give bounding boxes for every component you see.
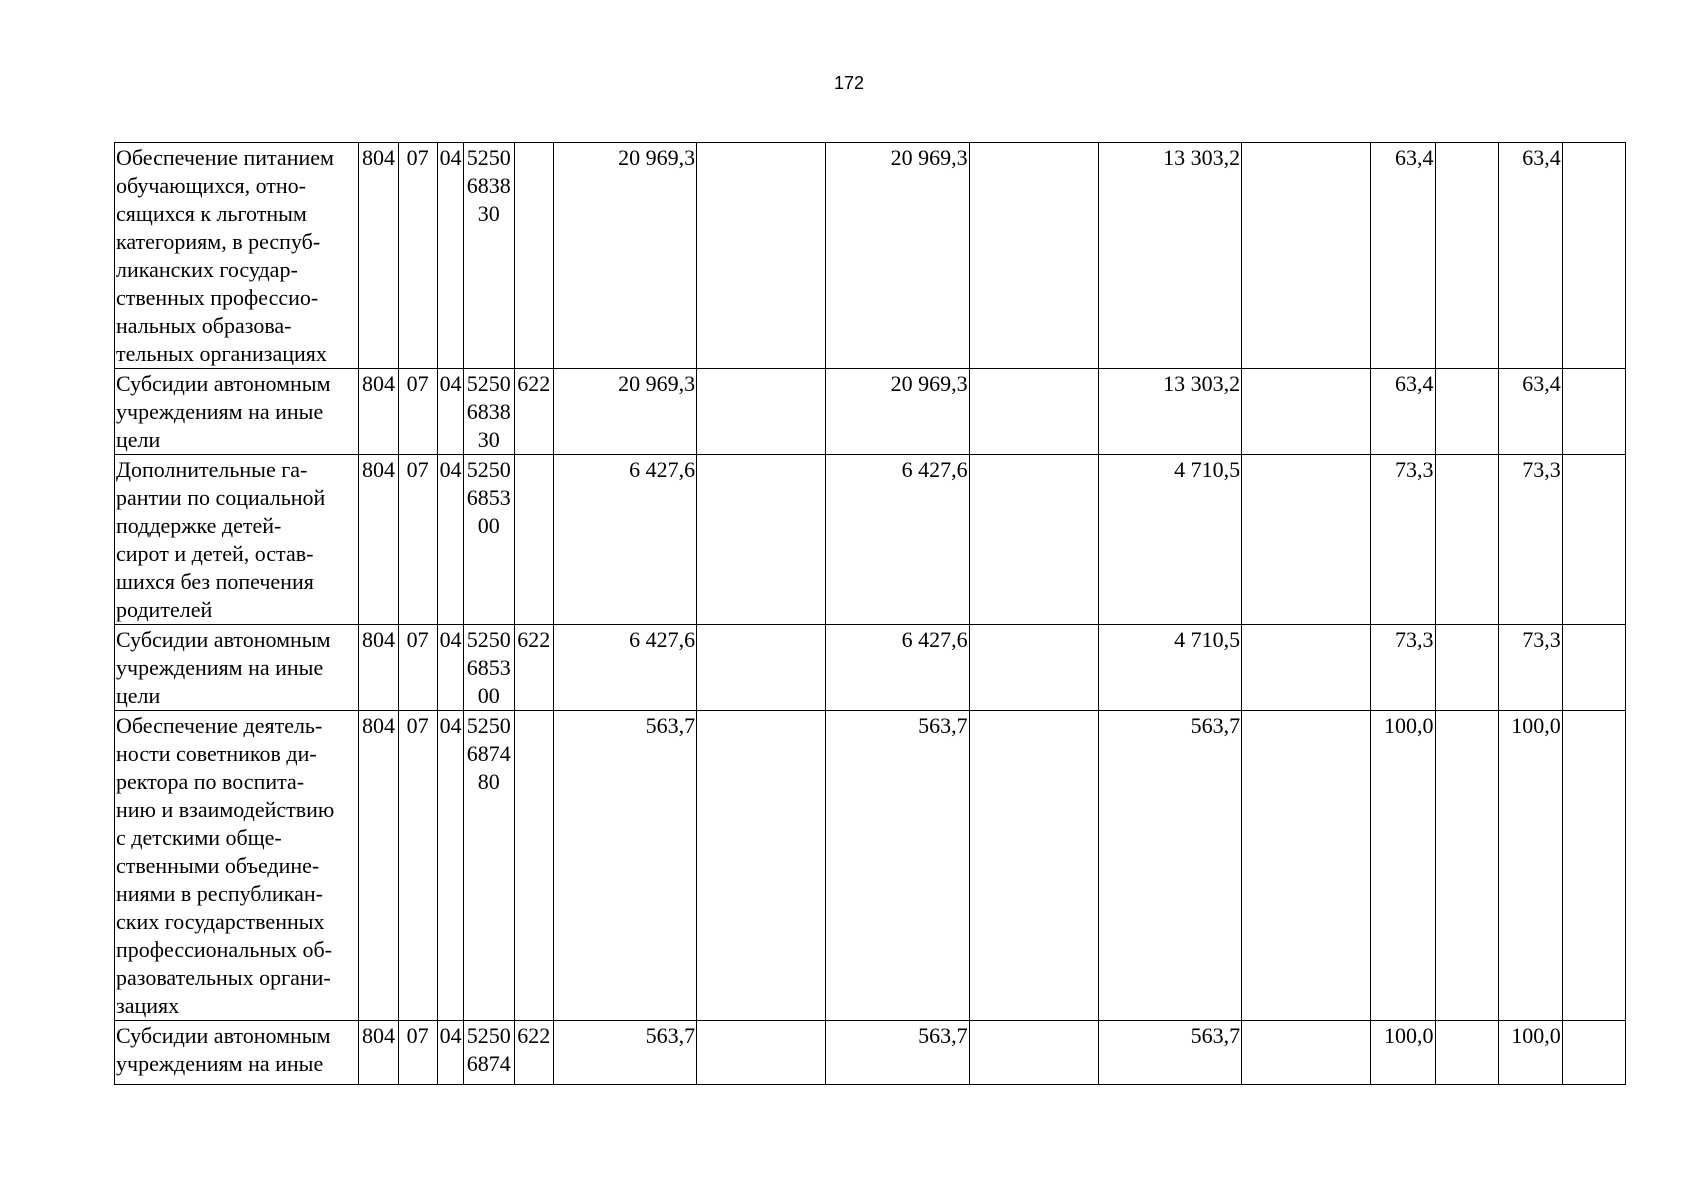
ved-code-cell: [359, 1021, 398, 1085]
percent-of-refined-plan: 73,3: [1522, 457, 1561, 482]
subsection-code-cell: [437, 369, 463, 455]
expense-name-line: сящихся к льготным: [116, 201, 307, 226]
empty-cell: [1242, 625, 1371, 711]
expense-name: [116, 144, 357, 368]
percent-refined-cell: [1498, 625, 1562, 711]
percent-refined-cell: [1498, 1021, 1562, 1085]
percent-of-refined-plan: 100,0: [1511, 713, 1561, 738]
plan-amount-cell: [553, 625, 696, 711]
empty-cell: [969, 711, 1098, 1021]
plan-amount-cell: [553, 711, 696, 1021]
expense-name-line: ственных профессио-: [116, 285, 319, 310]
percent-of-refined-plan: 100,0: [1511, 1023, 1561, 1048]
target-article-cell: [463, 369, 514, 455]
empty-cell: [1242, 369, 1371, 455]
ved-code-cell: [359, 455, 398, 625]
section-code-cell: [398, 1021, 437, 1085]
refined-plan-cell: [826, 369, 969, 455]
empty-cell: [697, 143, 826, 369]
percent-plan-cell: [1371, 369, 1435, 455]
section-code-cell: [398, 711, 437, 1021]
refined-plan-cell: [826, 711, 969, 1021]
empty-cell: [1242, 711, 1371, 1021]
target-article-code: [465, 144, 513, 228]
subsection-code-cell: [437, 1021, 463, 1085]
expense-name-cell: [115, 143, 359, 369]
target-article-code-part: 5250: [466, 1023, 511, 1048]
expense-name-line: поддержке детей-: [116, 513, 282, 538]
subsection-code: 04: [439, 371, 462, 396]
empty-cell: [1435, 369, 1498, 455]
percent-refined-cell: [1498, 711, 1562, 1021]
percent-plan-cell: [1371, 1021, 1435, 1085]
ved-code: 804: [362, 145, 396, 170]
refined-plan-cell: [826, 1021, 969, 1085]
ved-code-cell: [359, 143, 398, 369]
expense-name-line: Обеспечение деятель-: [116, 713, 323, 738]
expense-name: [116, 712, 357, 1020]
target-article-code-part: 30: [477, 201, 500, 226]
plan-amount: 563,7: [645, 1023, 696, 1048]
empty-cell: [1242, 1021, 1371, 1085]
expense-name-line: сирот и детей, остав-: [116, 541, 314, 566]
subsection-code-cell: [437, 711, 463, 1021]
target-article-code-part: 6838: [466, 173, 511, 198]
expense-name-line: Субсидии автономным: [116, 371, 331, 396]
expense-name-line: разовательных органи-: [116, 965, 331, 990]
expense-name-line: с детскими обще-: [116, 825, 282, 850]
ved-code: 804: [362, 1023, 396, 1048]
ved-code: 804: [362, 627, 396, 652]
refined-plan-cell: [826, 625, 969, 711]
percent-of-plan: 100,0: [1384, 1023, 1434, 1048]
refined-plan-amount: 563,7: [918, 713, 968, 738]
plan-amount-cell: [553, 143, 696, 369]
subsection-code: 04: [439, 713, 462, 738]
empty-cell: [1562, 455, 1625, 625]
expense-name-cell: [115, 711, 359, 1021]
expense-name-line: цели: [116, 683, 161, 708]
plan-amount-cell: [553, 455, 696, 625]
target-article-code: [465, 626, 513, 710]
target-article-code-part: 6874: [466, 1051, 511, 1076]
expense-name-line: ниями в республикан-: [116, 881, 323, 906]
percent-plan-cell: [1371, 455, 1435, 625]
percent-refined-cell: [1498, 455, 1562, 625]
expense-type-code: 622: [517, 371, 551, 396]
refined-plan-cell: [826, 455, 969, 625]
actual-amount-cell: [1098, 711, 1241, 1021]
empty-cell: [697, 1021, 826, 1085]
section-code: 07: [406, 1023, 429, 1048]
actual-amount-cell: [1098, 455, 1241, 625]
empty-cell: [697, 455, 826, 625]
empty-cell: [1435, 625, 1498, 711]
table-row: [115, 711, 1626, 1021]
section-code: 07: [406, 713, 429, 738]
expense-name-line: нию и взаимодействию: [116, 797, 335, 822]
empty-cell: [1435, 1021, 1498, 1085]
actual-amount: 13 303,2: [1163, 371, 1241, 396]
target-article-code-part: 5250: [466, 371, 511, 396]
refined-plan-amount: 20 969,3: [890, 371, 968, 396]
empty-cell: [1562, 625, 1625, 711]
section-code: 07: [406, 145, 429, 170]
expense-name: [116, 370, 357, 454]
empty-cell: [697, 369, 826, 455]
percent-of-plan: 63,4: [1395, 145, 1434, 170]
subsection-code: 04: [439, 627, 462, 652]
percent-of-refined-plan: 63,4: [1522, 371, 1561, 396]
plan-amount: 563,7: [645, 713, 696, 738]
expense-name-line: зациях: [116, 993, 180, 1018]
target-article-code-part: 6853: [466, 655, 511, 680]
empty-cell: [1435, 455, 1498, 625]
expense-type-code: 622: [517, 627, 551, 652]
plan-amount: 20 969,3: [618, 371, 696, 396]
target-article-cell: [463, 711, 514, 1021]
target-article-code-part: 30: [477, 427, 500, 452]
expense-name-line: Субсидии автономным: [116, 1023, 331, 1048]
ved-code: 804: [362, 371, 396, 396]
expense-name-line: родителей: [116, 597, 213, 622]
expense-name-line: учреждениям на иные: [116, 1051, 324, 1076]
actual-amount-cell: [1098, 369, 1241, 455]
actual-amount: 4 710,5: [1174, 457, 1241, 482]
expense-name-cell: [115, 369, 359, 455]
plan-amount: 6 427,6: [629, 457, 696, 482]
target-article-code-part: 00: [477, 683, 500, 708]
empty-cell: [969, 369, 1098, 455]
empty-cell: [969, 625, 1098, 711]
percent-plan-cell: [1371, 625, 1435, 711]
percent-refined-cell: [1498, 369, 1562, 455]
actual-amount: 563,7: [1190, 713, 1241, 738]
expense-type-cell: [514, 143, 553, 369]
refined-plan-cell: [826, 143, 969, 369]
expense-name: [116, 626, 357, 710]
expense-name: [116, 1022, 357, 1078]
expense-type-cell: [514, 1021, 553, 1085]
expense-type-cell: [514, 455, 553, 625]
plan-amount: 6 427,6: [629, 627, 696, 652]
actual-amount: 4 710,5: [1174, 627, 1241, 652]
expense-name-line: шихся без попечения: [116, 569, 314, 594]
table-row: [115, 625, 1626, 711]
section-code-cell: [398, 369, 437, 455]
empty-cell: [1562, 143, 1625, 369]
percent-plan-cell: [1371, 711, 1435, 1021]
empty-cell: [969, 143, 1098, 369]
empty-cell: [969, 1021, 1098, 1085]
actual-amount: 563,7: [1190, 1023, 1241, 1048]
target-article-code-part: 5250: [466, 145, 511, 170]
expense-type-cell: [514, 625, 553, 711]
expense-name-line: ликанских государ-: [116, 257, 298, 282]
percent-of-plan: 73,3: [1395, 627, 1434, 652]
target-article-cell: [463, 625, 514, 711]
subsection-code: 04: [439, 1023, 462, 1048]
target-article-code-part: 6853: [466, 485, 511, 510]
target-article-code-part: 5250: [466, 713, 511, 738]
expense-name-line: рантии по социальной: [116, 485, 326, 510]
subsection-code-cell: [437, 455, 463, 625]
plan-amount-cell: [553, 1021, 696, 1085]
ved-code: 804: [362, 713, 396, 738]
expense-name-line: тельных организациях: [116, 341, 327, 366]
refined-plan-amount: 6 427,6: [901, 627, 968, 652]
expense-type-code: 622: [517, 1023, 551, 1048]
empty-cell: [1242, 143, 1371, 369]
empty-cell: [1562, 1021, 1625, 1085]
expense-type-cell: [514, 711, 553, 1021]
expense-name-line: учреждениям на иные: [116, 655, 324, 680]
expense-name-cell: [115, 1021, 359, 1085]
section-code-cell: [398, 625, 437, 711]
empty-cell: [697, 625, 826, 711]
target-article-cell: [463, 1021, 514, 1085]
table-row: [115, 143, 1626, 369]
empty-cell: [969, 455, 1098, 625]
subsection-code: 04: [439, 145, 462, 170]
expense-name-line: ректора по воспита-: [116, 769, 305, 794]
subsection-code: 04: [439, 457, 462, 482]
target-article-code-part: 5250: [466, 627, 511, 652]
empty-cell: [1435, 711, 1498, 1021]
target-article-cell: [463, 143, 514, 369]
expense-name-cell: [115, 625, 359, 711]
refined-plan-amount: 563,7: [918, 1023, 968, 1048]
expense-name-line: нальных образова-: [116, 313, 292, 338]
percent-refined-cell: [1498, 143, 1562, 369]
table-row: [115, 369, 1626, 455]
expense-name: [116, 456, 357, 624]
table-row: [115, 455, 1626, 625]
section-code: 07: [406, 627, 429, 652]
section-code-cell: [398, 455, 437, 625]
subsection-code-cell: [437, 625, 463, 711]
target-article-code: [465, 1022, 513, 1078]
expense-name-line: обучающихся, отно-: [116, 173, 307, 198]
refined-plan-amount: 20 969,3: [890, 145, 968, 170]
actual-amount-cell: [1098, 625, 1241, 711]
target-article-code-part: 6838: [466, 399, 511, 424]
expense-type-cell: [514, 369, 553, 455]
plan-amount: 20 969,3: [618, 145, 696, 170]
target-article-cell: [463, 455, 514, 625]
expense-name-line: Дополнительные га-: [116, 457, 308, 482]
empty-cell: [1242, 455, 1371, 625]
empty-cell: [1562, 711, 1625, 1021]
percent-of-refined-plan: 73,3: [1522, 627, 1561, 652]
section-code-cell: [398, 143, 437, 369]
target-article-code: [465, 370, 513, 454]
expense-name-line: цели: [116, 427, 161, 452]
plan-amount-cell: [553, 369, 696, 455]
budget-table: [114, 142, 1626, 1085]
target-article-code-part: 5250: [466, 457, 511, 482]
table-row: [115, 1021, 1626, 1085]
target-article-code-part: 80: [477, 769, 500, 794]
refined-plan-amount: 6 427,6: [901, 457, 968, 482]
page-number: 172: [833, 73, 865, 93]
expense-name-line: Субсидии автономным: [116, 627, 331, 652]
ved-code-cell: [359, 625, 398, 711]
expense-name-line: Обеспечение питанием: [116, 145, 334, 170]
section-code: 07: [406, 371, 429, 396]
expense-name-line: профессиональных об-: [116, 937, 332, 962]
actual-amount-cell: [1098, 143, 1241, 369]
target-article-code-part: 6874: [466, 741, 511, 766]
target-article-code: [465, 712, 513, 796]
empty-cell: [1562, 369, 1625, 455]
ved-code-cell: [359, 711, 398, 1021]
expense-name-line: ности советников ди-: [116, 741, 317, 766]
expense-name-line: ственными объедине-: [116, 853, 320, 878]
subsection-code-cell: [437, 143, 463, 369]
ved-code: 804: [362, 457, 396, 482]
percent-of-plan: 63,4: [1395, 371, 1434, 396]
expense-name-line: ских государственных: [116, 909, 325, 934]
percent-of-refined-plan: 63,4: [1522, 145, 1561, 170]
ved-code-cell: [359, 369, 398, 455]
section-code: 07: [406, 457, 429, 482]
expense-name-cell: [115, 455, 359, 625]
percent-of-plan: 73,3: [1395, 457, 1434, 482]
expense-name-line: учреждениям на иные: [116, 399, 324, 424]
actual-amount: 13 303,2: [1163, 145, 1241, 170]
percent-of-plan: 100,0: [1384, 713, 1434, 738]
target-article-code-part: 00: [477, 513, 500, 538]
expense-name-line: категориям, в респуб-: [116, 229, 321, 254]
empty-cell: [697, 711, 826, 1021]
actual-amount-cell: [1098, 1021, 1241, 1085]
empty-cell: [1435, 143, 1498, 369]
target-article-code: [465, 456, 513, 540]
percent-plan-cell: [1371, 143, 1435, 369]
